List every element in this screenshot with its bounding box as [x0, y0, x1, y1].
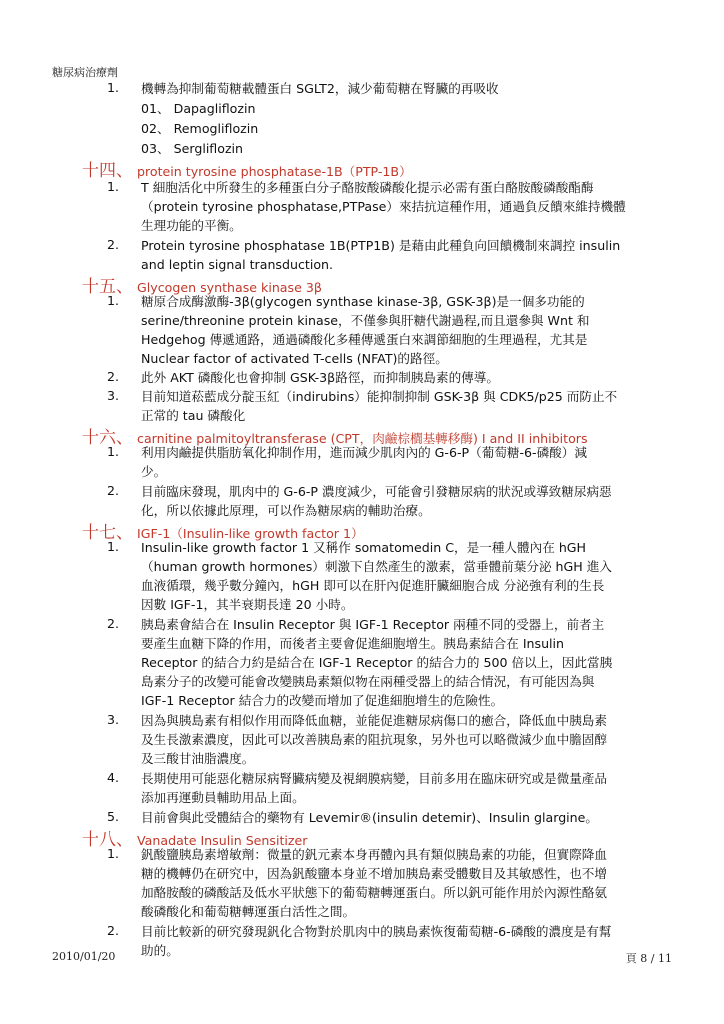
drug-item: 03、 Sergliflozin [141, 141, 244, 156]
list-number: 3. [107, 388, 120, 403]
section-title: IGF-1（Insulin-like growth factor 1） [137, 526, 364, 541]
list-number: 2. [107, 483, 120, 498]
list-item-text: and leptin signal transduction. [141, 257, 334, 272]
list-item-text: 糖的機轉仍在研究中，因為釩酸鹽本身並不增加胰島素受體數目及其敏感性，也不增 [141, 866, 607, 881]
drug-item: 02、 Remogliflozin [141, 121, 259, 136]
list-item-text: 酸磷酸化和葡萄糖轉運蛋白活性之間。 [141, 904, 356, 919]
list-number: 3. [107, 712, 120, 727]
section-number: 十六、 [82, 428, 133, 448]
list-item-text: 加酪胺酸的磷酸話及低水平狀態下的葡萄糖轉運蛋白。所以釩可能作用於內源性酪氨 [141, 885, 607, 900]
list-item-text: T 細胞活化中所發生的多種蛋白分子酪胺酸磷酸化提示必需有蛋白酪胺酸磷酸酯酶 [141, 180, 594, 195]
list-number: 1. [107, 539, 120, 554]
list-item-text: 糖原合成酶激酶-3β(glycogen synthase kinase-3β, GSK-3β)是一個多功能的 [141, 294, 585, 309]
list-item-text: 少。 [141, 464, 167, 479]
drug-item: 01、 Dapagliflozin [141, 101, 256, 116]
list-item-text: 正常的 tau 磷酸化 [141, 408, 246, 423]
section-heading [82, 156, 412, 181]
list-number: 1. [107, 293, 120, 308]
section-title: protein tyrosine phosphatase-1B（PTP-1B） [137, 164, 412, 179]
section-title: Vanadate Insulin Sensitizer [137, 833, 308, 848]
list-item-text: （human growth hormones）刺激下自然產生的激素，當垂體前葉分泌 hGH 進入 [141, 559, 612, 574]
list-item-text: （protein tyrosine phosphatase,PTPase）來拮抗這種作用，通過負反饋來維持機體 [141, 199, 626, 214]
list-item-text: 生理功能的平衡。 [141, 218, 242, 233]
list-number: 2. [107, 923, 120, 938]
list-item-text: 添加再運動員輔助用品上面。 [141, 790, 305, 805]
list-item-text: 及生長激素濃度，因此可以改善胰島素的阻抗現象，另外也可以略微減少血中膽固醇 [141, 732, 607, 747]
footer-date: 2010/01/20 [52, 950, 116, 963]
list-number: 2. [107, 616, 120, 631]
section-number: 十八、 [82, 830, 133, 850]
list-item-text: 目前臨床發現，肌肉中的 G-6-P 濃度減少，可能會引發糖尿病的狀況或導致糖尿病惡 [141, 484, 612, 499]
list-item-text: Insulin-like growth factor 1 又稱作 somatomedin C，是一種人體內在 hGH [141, 540, 587, 555]
list-number: 2. [107, 237, 120, 252]
section-number: 十四、 [82, 161, 133, 181]
list-item-text: 目前知道菘藍成分靛玉紅（indirubins）能抑制抑制 GSK-3β 與 CDK5/p25 而防止不 [141, 389, 618, 404]
list-item-text: 長期使用可能惡化糖尿病腎臟病變及視網膜病變，目前多用在臨床研究或是微量產品 [141, 771, 607, 786]
list-number: 5. [107, 809, 120, 824]
list-item-text: 釩酸鹽胰島素增敏劑：微量的釩元素本身再體內具有類似胰島素的功能，但實際降血 [141, 847, 607, 862]
list-item-text: 因為與胰島素有相似作用而降低血糖，並能促進糖尿病傷口的癒合，降低血中胰島素 [141, 713, 607, 728]
list-item-text: 血液循環，幾乎數分鐘內，hGH 即可以在肝內促進肝臟細胞合成 分泌強有利的生長 [141, 578, 605, 593]
list-item-text: 因數 IGF-1，其半衰期長達 20 小時。 [141, 597, 354, 612]
section-number: 十七、 [82, 523, 133, 543]
list-number: 4. [107, 770, 120, 785]
list-item-text: 利用肉鹼提供脂肪氧化抑制作用，進而減少肌肉內的 G-6-P（葡萄糖-6-磷酸）減 [141, 445, 587, 460]
list-number: 1. [107, 846, 120, 861]
list-item-text: 胰島素會結合在 Insulin Receptor 與 IGF-1 Receptor 兩種不同的受器上，前者主 [141, 617, 605, 632]
list-item-text: serine/threonine protein kinase，不僅參與肝糖代謝過程,而且還參與 Wnt 和 [141, 313, 590, 328]
list-item-text: 島素分子的改變可能會改變胰島素類似物在兩種受器上的結合情況，有可能因為與 [141, 674, 595, 689]
list-item-text: IGF-1 Receptor 結合力的改變而增加了促進細胞增生的危險性。 [141, 693, 504, 708]
section-title: Glycogen synthase kinase 3β [137, 280, 322, 295]
footer-page-number: 頁 8 / 11 [625, 952, 672, 965]
list-item-text: 助的。 [141, 943, 179, 958]
list-item-text: 及三酸甘油脂濃度。 [141, 751, 255, 766]
list-item-text: Protein tyrosine phosphatase 1B(PTP1B) 是藉由此種負向回饋機制來調控 insulin [141, 238, 621, 253]
document-header: 糖尿病治療劑 [52, 66, 118, 79]
list-item-text: 此外 AKT 磷酸化也會抑制 GSK-3β路徑，而抑制胰島素的傳導。 [141, 370, 499, 385]
list-item-text: 目前會與此受體結合的藥物有 Levemir®(insulin detemir)、Insulin glargine。 [141, 810, 599, 825]
list-item-text: Nuclear factor of activated T-cells (NFAT)的路徑。 [141, 351, 448, 366]
section-title: carnitine palmitoyltransferase (CPT，肉鹼棕櫚基轉移酶) I and II inhibitors [137, 431, 588, 446]
list-item-text: Hedgehog 傳遞通路，通過磷酸化多種傳遞蛋白來調節細胞的生理過程，尤其是 [141, 332, 588, 347]
list-item-text: 機轉為抑制葡萄糖載體蛋白 SGLT2，減少葡萄糖在腎臟的再吸收 [141, 81, 499, 96]
list-number: 1. [107, 80, 120, 95]
list-number: 1. [107, 444, 120, 459]
list-number: 1. [107, 179, 120, 194]
list-item-text: 要產生血糖下降的作用，而後者主要會促進細胞增生。胰島素結合在 Insulin [141, 636, 565, 651]
section-number: 十五、 [82, 277, 133, 297]
list-number: 2. [107, 369, 120, 384]
list-item-text: 化，所以依據此原理，可以作為糖尿病的輔助治療。 [141, 503, 431, 518]
list-item-text: Receptor 的結合力約是結合在 IGF-1 Receptor 的結合力的 500 倍以上，因此當胰 [141, 655, 613, 670]
list-item-text: 目前比較新的研究發現釩化合物對於肌肉中的胰島素恢復葡萄糖-6-磷酸的濃度是有幫 [141, 924, 612, 939]
